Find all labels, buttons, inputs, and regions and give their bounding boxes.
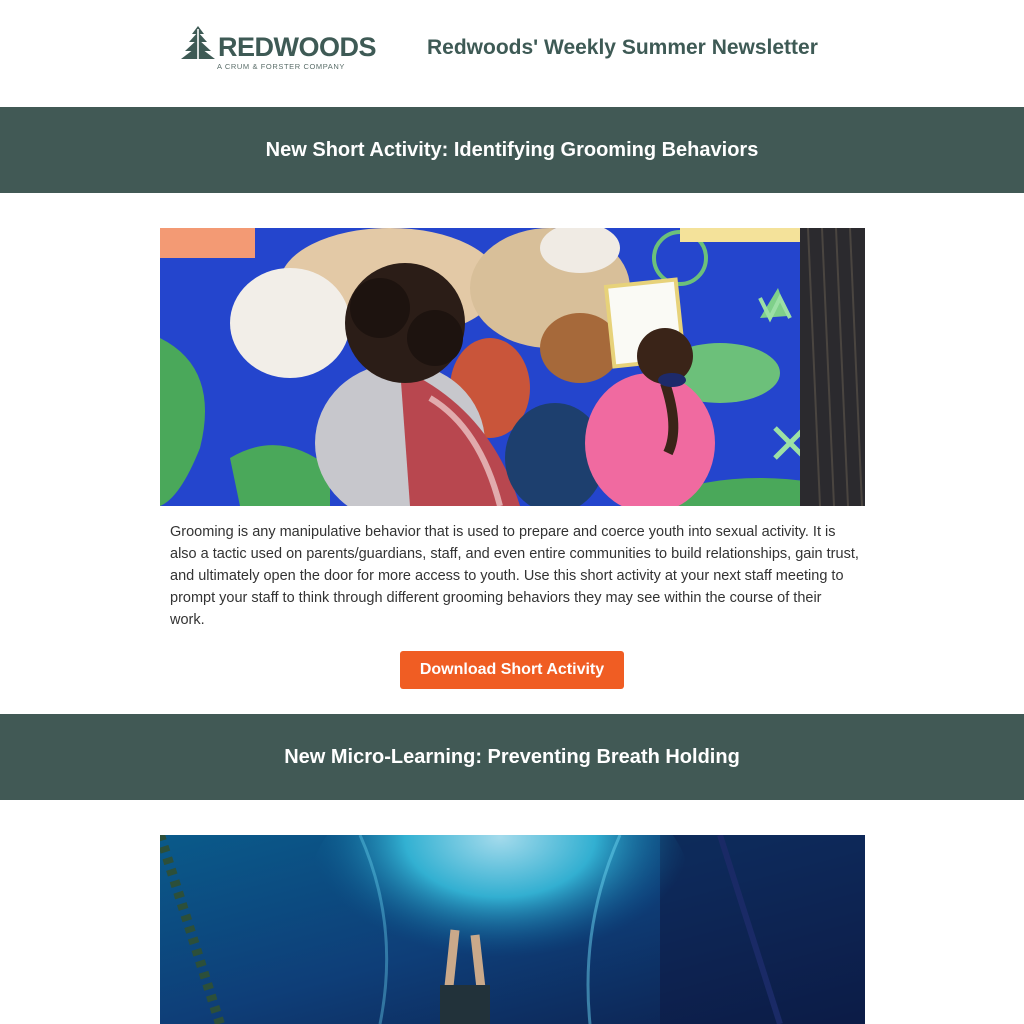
photo-swimmer-underwater[interactable]: [160, 835, 865, 1024]
section-title: New Short Activity: Identifying Grooming Behaviors: [265, 138, 759, 161]
redwoods-logo[interactable]: [180, 24, 380, 74]
newsletter-header: [0, 0, 1024, 107]
download-short-activity-button[interactable]: Download Short Activity: [400, 651, 624, 689]
newsletter-title: Redwoods' Weekly Summer Newsletter: [427, 36, 818, 59]
logo-subtitle: A CRUM & FORSTER COMPANY: [217, 62, 346, 71]
section-title: New Micro-Learning: Preventing Breath Holding: [284, 745, 740, 768]
redwood-tree-icon: [180, 26, 216, 60]
section-header-short-activity: [0, 107, 1024, 193]
section-header-micro-learning: [0, 714, 1024, 800]
photo-adult-reading-with-child[interactable]: [160, 228, 865, 506]
logo-wordmark: REDWOODS: [218, 32, 376, 62]
short-activity-description: Grooming is any manipulative behavior that is used to prepare and coerce youth into sexual activity. It is also a tactic used on parents/guardians, staff, and even entire communities to build relationships, gain trust, and ultimately open the door for more access to youth. Use this short activity at your next staff meeting to prompt your staff to think through different grooming behaviors they may see within the course of their work.: [170, 524, 859, 628]
